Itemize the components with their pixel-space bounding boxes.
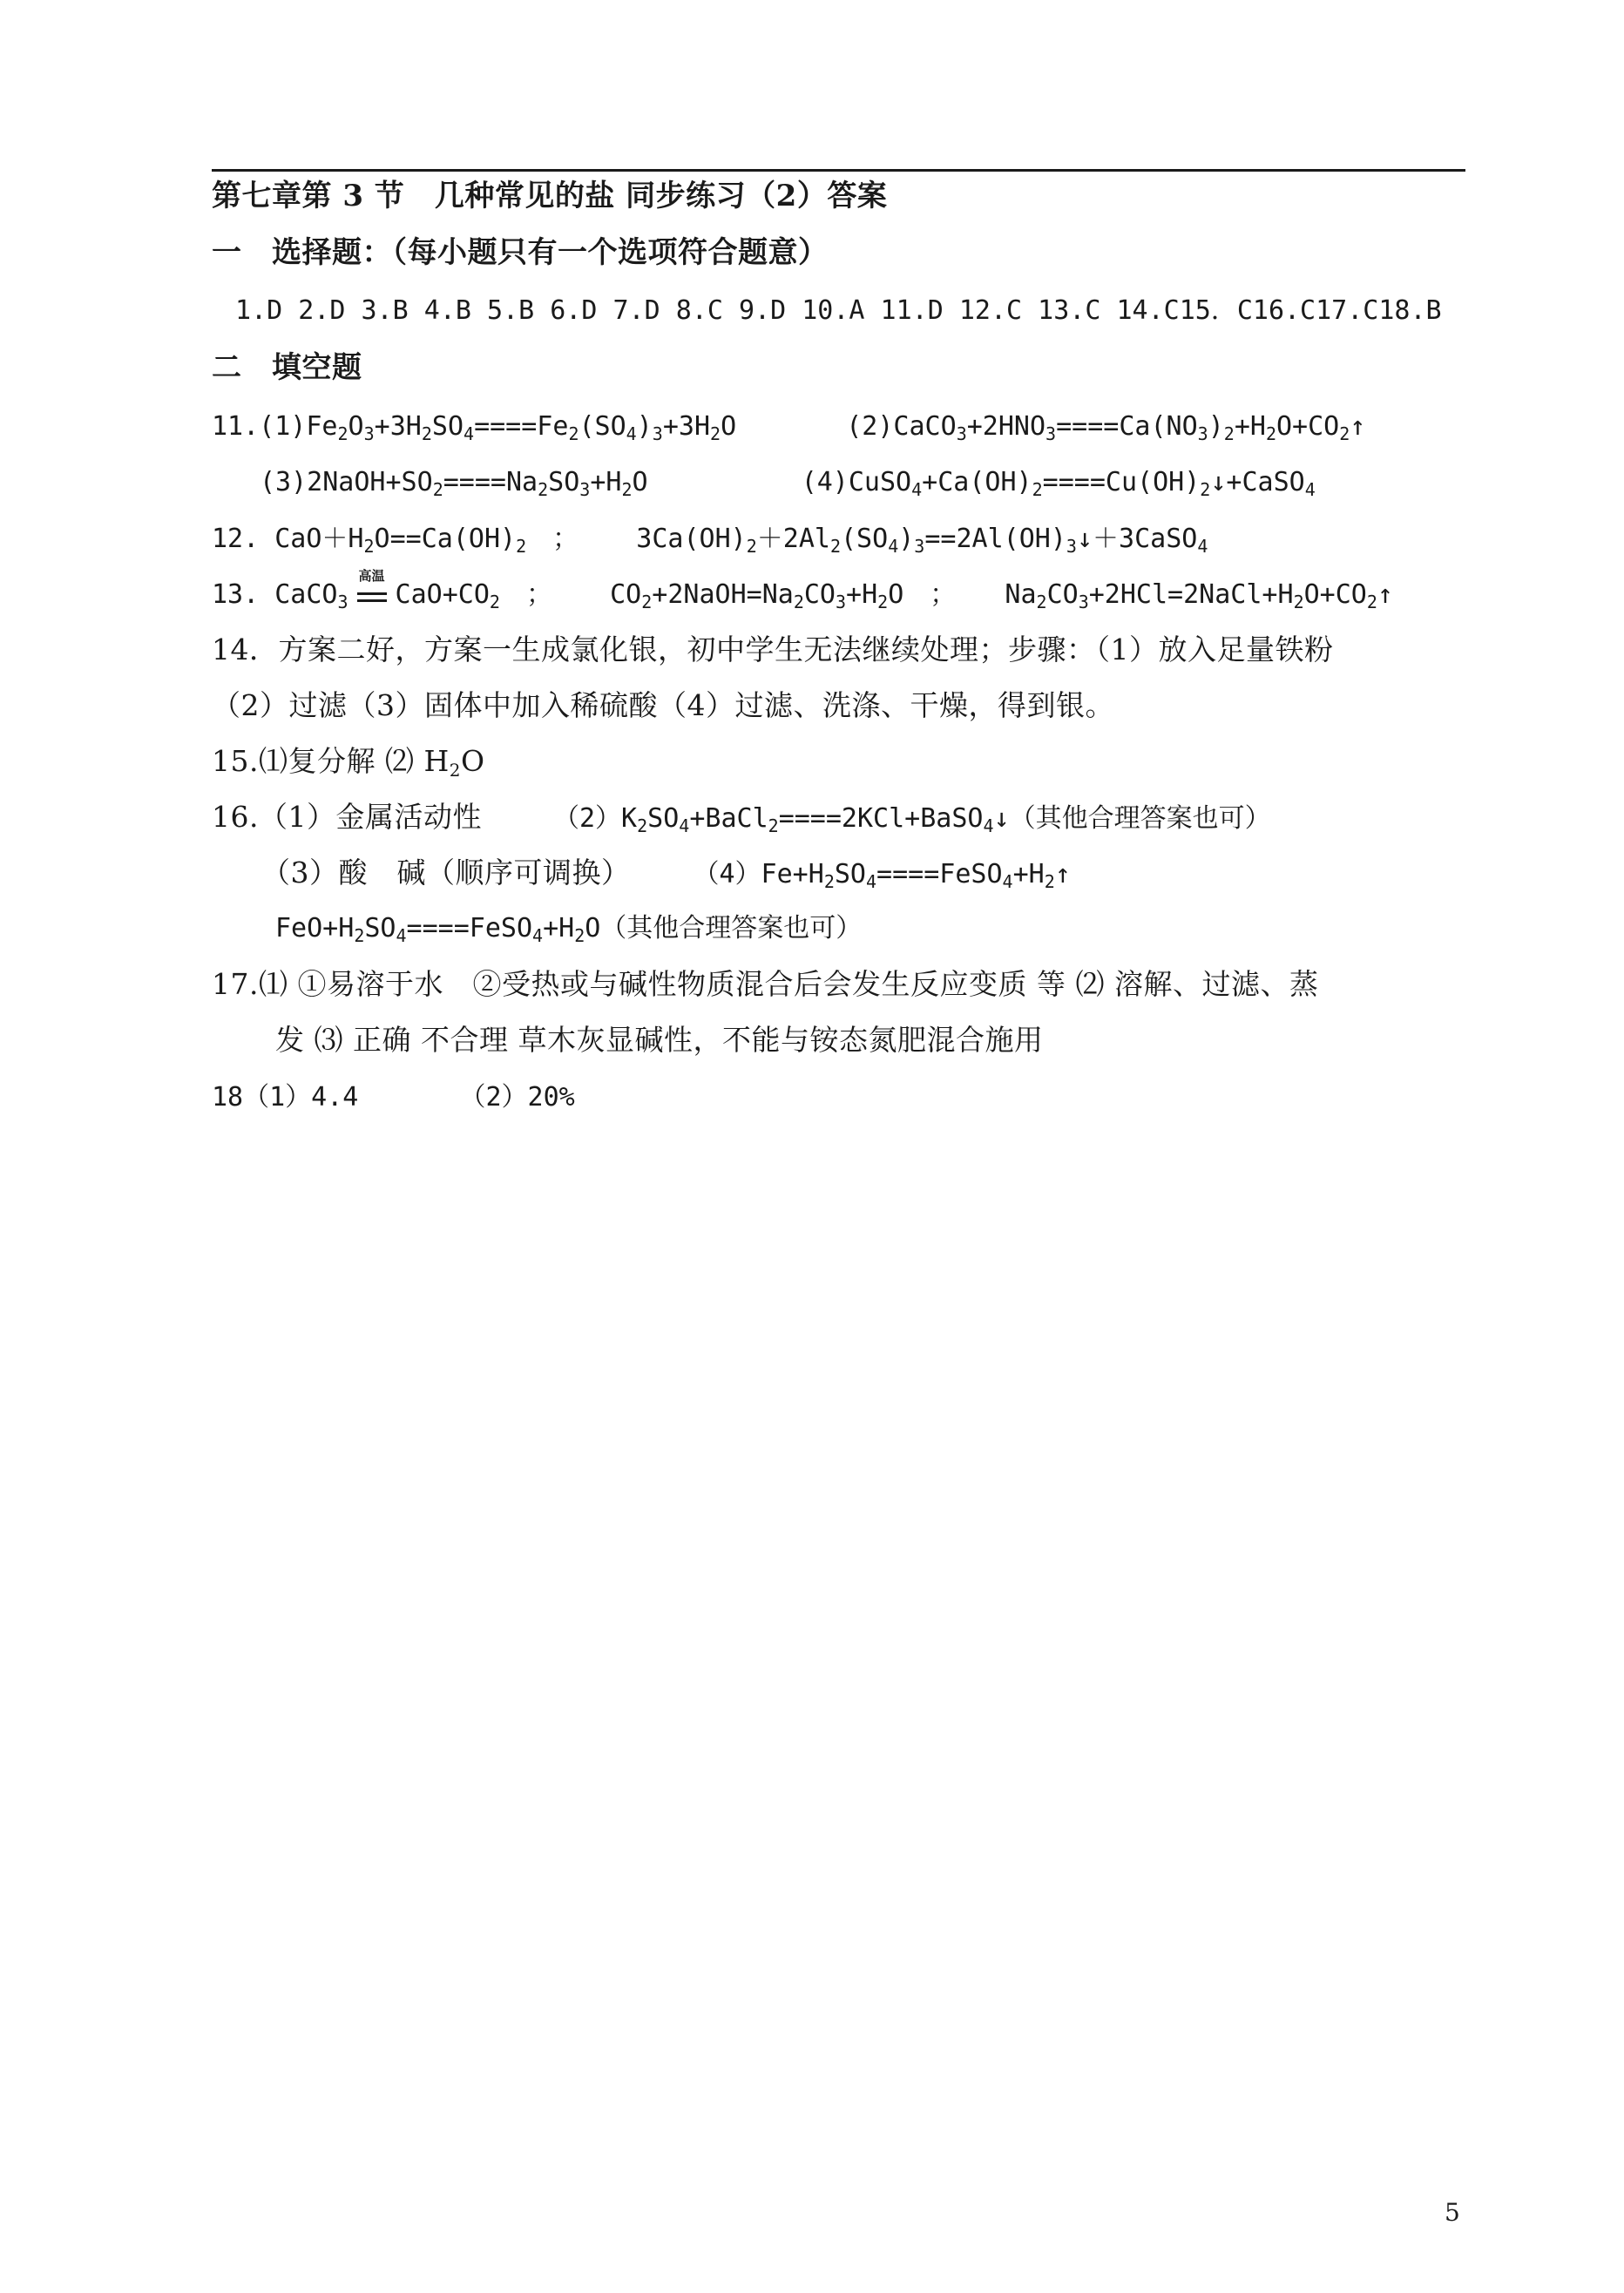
q18-part1: 18（1）4.4 bbox=[212, 1082, 359, 1113]
page-number: 5 bbox=[1445, 2198, 1460, 2227]
q16-part2: $(2)K_2SO_4+BaCl_2====2KCl+BaSO_4↓$（其他合理答案也可） bbox=[552, 803, 1271, 836]
q17-line2: 发 ⑶ 正确 不合理 草木灰显碱性，不能与铵态氮肥混合施用 bbox=[275, 1023, 1044, 1057]
q13-eq2: $CO_2+2NaOH=Na_2CO_3+H_2O$ ； bbox=[610, 579, 957, 612]
q16-line1 bbox=[212, 789, 1492, 845]
section-1-heading: 一 选择题：（每小题只有一个选项符合题意） bbox=[212, 235, 829, 270]
q12-eq1: 12. $CaO+H_2O==Ca(OH)_2$ ； bbox=[212, 524, 579, 557]
q13-line bbox=[212, 567, 1492, 623]
page-title: 第七章第 3 节 几种常见的盐 同步练习（2）答案 bbox=[212, 179, 888, 213]
q14-line2: （2）过滤（3）固体中加入稀硫酸（4）过滤、洗涤、干燥，得到银。 bbox=[212, 688, 1114, 722]
heat-condition: 高温 bbox=[354, 583, 390, 609]
q14-line1: 14．方案二好，方案一生成氯化银，初中学生无法继续处理；步骤：（1）放入足量铁粉 bbox=[212, 632, 1334, 666]
q11-eq4: $(4)CuSO_4+Ca(OH)_2====Cu(OH)_2↓+CaSO_4$ bbox=[801, 467, 1316, 500]
q11-line2 bbox=[260, 455, 1540, 511]
q16-part3: （3）酸 碱（顺序可调换） bbox=[261, 856, 631, 889]
q18-part2: （2）20% bbox=[459, 1082, 575, 1113]
q12-eq2: $3Ca(OH)_2+2Al_2(SO_4)_3==2Al(OH)_3↓+3CaSO_4$ bbox=[636, 524, 1208, 557]
q11-eq2: $(2)CaCO_3+2HNO_3====Ca(NO_3)_2+H_2O+CO_2↑$ bbox=[846, 411, 1366, 444]
q11-eq3: $(3)2NaOH+SO_2====Na_2SO_3+H_2O$ bbox=[260, 467, 648, 500]
q16-part4: $(4)Fe+H_2SO_4====FeSO_4+H_2↑$ bbox=[693, 859, 1071, 892]
section-2-heading: 二 填空题 bbox=[212, 350, 362, 385]
choice-answers: 1.D 2.D 3.B 4.B 5.B 6.D 7.D 8.C 9.D 10.A 11.D 12.C 13.C 14.C15．C16.C17.C18.B bbox=[235, 295, 1442, 326]
q18-line bbox=[212, 1070, 1492, 1126]
q15-line: 15.⑴复分解 ⑵ $H_2O$ bbox=[212, 744, 485, 781]
q11-line1 bbox=[212, 399, 1492, 455]
q13-eq1: 13. CaCO$_3$ 高温 $CaO+CO_2$ ； bbox=[212, 567, 552, 612]
q16-line3: $FeO+H_2SO_4====FeSO_4+H_2O$（其他合理答案也可） bbox=[275, 913, 863, 946]
q11-eq1: $11.(1)Fe_2O_3+3H_2SO_4====Fe_2(SO_4)_3+3H_2O$ bbox=[212, 411, 737, 444]
q16-part1: 16.（1）金属活动性 bbox=[212, 800, 482, 834]
q12-line bbox=[212, 511, 1492, 567]
q16-line2 bbox=[261, 845, 1542, 901]
q13-eq3: $Na_2CO_3+2HCl=2NaCl+H_2O+CO_2↑$ bbox=[1005, 579, 1393, 612]
q17-line1: 17.⑴ ①易溶于水 ②受热或与碱性物质混合后会发生反应变质 等 ⑵ 溶解、过滤、蒸 bbox=[212, 967, 1319, 1001]
